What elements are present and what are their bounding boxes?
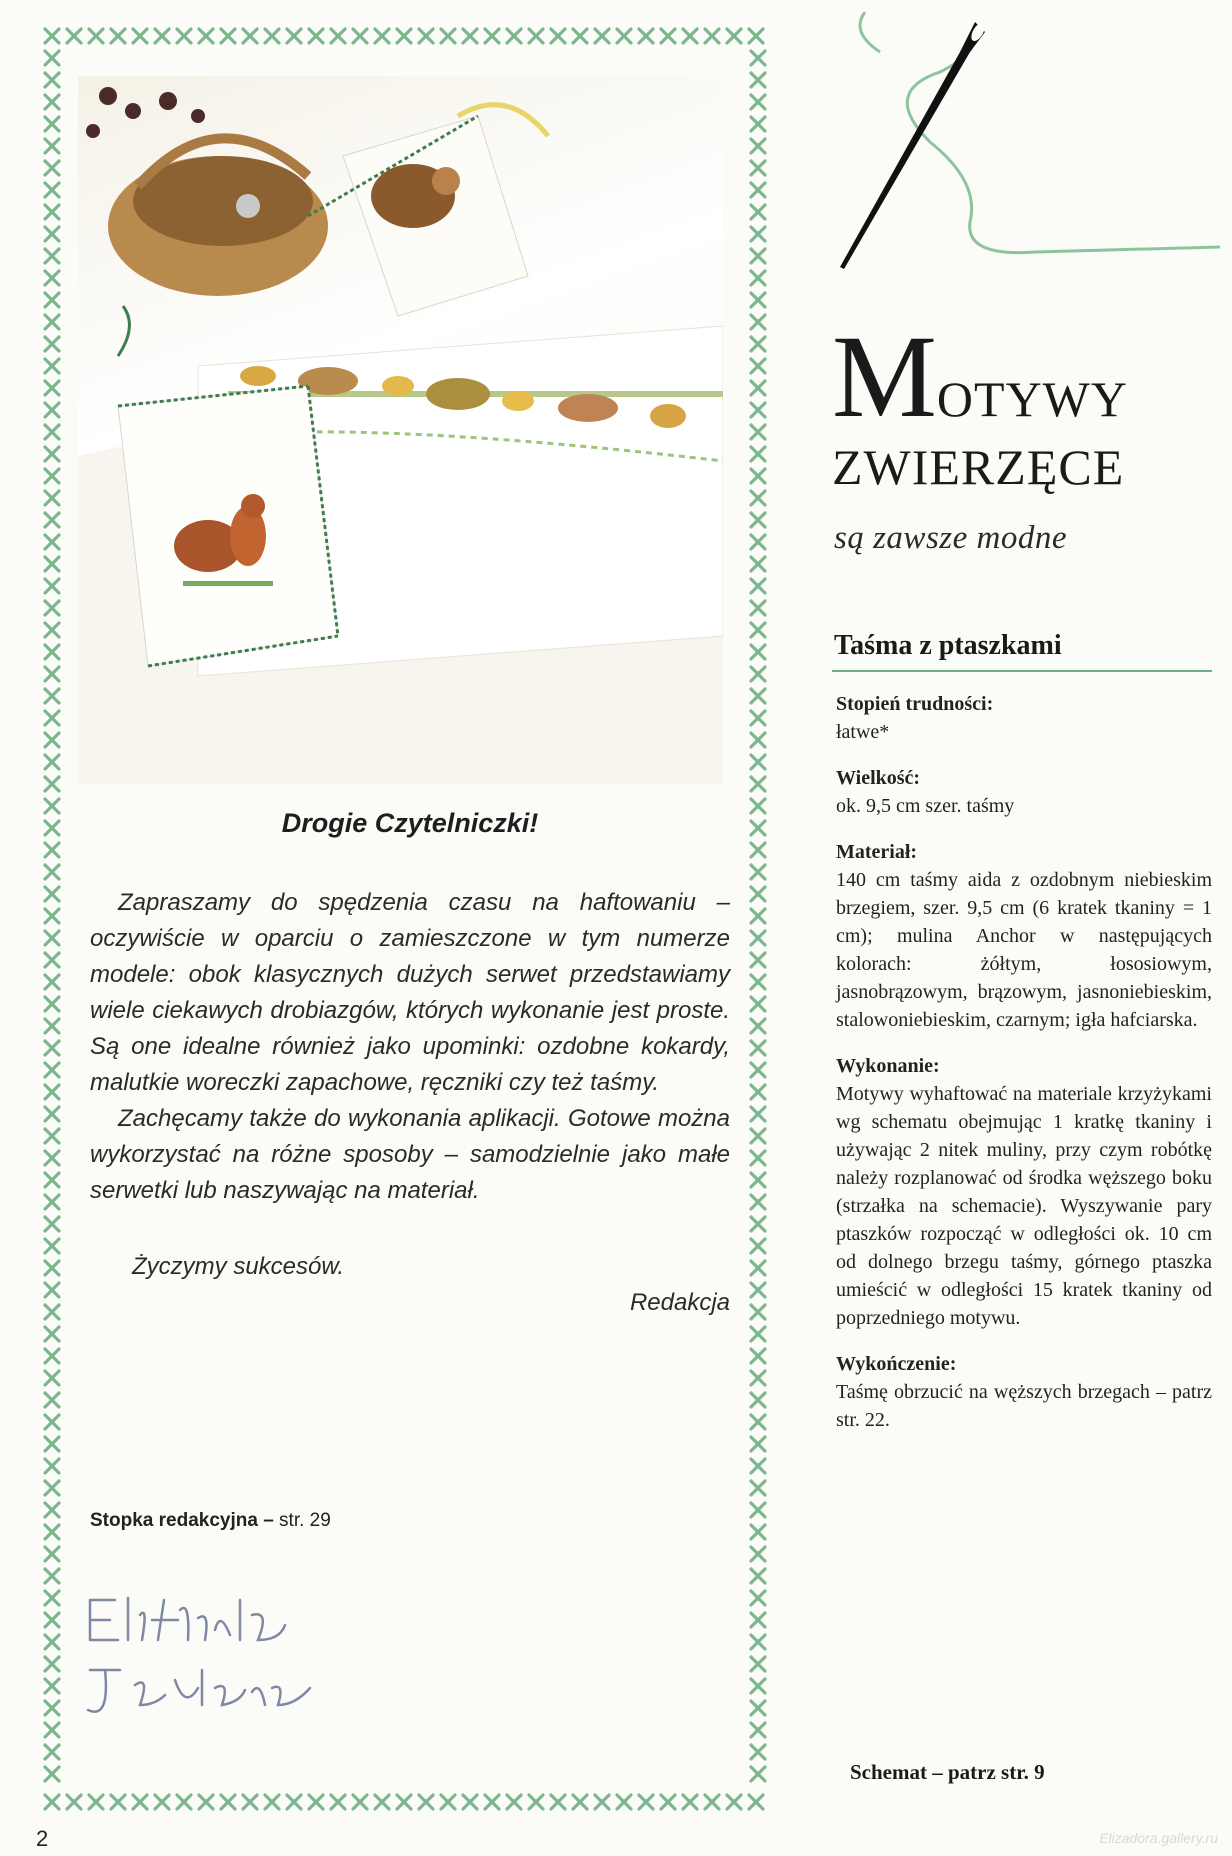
needle-thread-icon [820,12,1220,287]
page-number: 2 [36,1826,49,1851]
spec-heading-size: Wielkość: [836,767,921,789]
masthead-label: Stopka redakcyjna – [90,1510,274,1531]
letter-signature: Redakcja [629,1289,730,1316]
title-rest: OTYWY [936,371,1128,427]
watermark: Elizadora.gallery.ru [1099,1830,1218,1846]
berries [86,87,205,138]
spec-heading-finishing: Wykończenie: [836,1353,957,1375]
spec-heading-material: Materiał: [836,841,918,863]
letter-paragraph: Zapraszamy do spędzenia czasu na haftowaniu – oczywiście w oparciu o zamieszczone w tym numerze modele: obok klasycznych dużych serwet przedstawiamy wiele ciekawych drobiazgów, których wykonanie jest proste. Są one idealne również jako upominki: ozdobne kokardy, malutkie woreczki zapachowe, ręczniki czy też taśmy. [90,889,730,1096]
owl-sachet [308,105,548,316]
letter-greeting: Drogie Czytelniczki! [281,808,539,838]
spec-text-difficulty: łatwe* [836,721,890,743]
spec-text-material: 140 cm taśmy aida z ozdobnym niebieskim brzegiem, szer. 9,5 cm (6 kratek tkaniny = 1 cm); mulina Anchor w następujących kolorach: żółtym, łososiowym, jasnobrązowym, brązowym, jasnoniebieskim, stalowoniebieskim, czarnym; igła hafciarska. [836,869,1212,1031]
letter-body [90,885,730,1209]
wicker-basket [108,138,328,296]
spec-text-execution: Motywy wyhaftować na materiale krzyżykami wg schematu obejmując 1 kratkę tkaniny i używając 2 nitek muliny, przy czym robótkę należy rozplanować od środka węższego boku (strzałka na schemacie). Wyszywanie pary ptaszków rozpocząć w odległości ok. 10 cm od dolnego brzegu taśmy, górnego ptaszka umieścić w odległości 15 kratek tkaniny od poprzedniego motywu. [836,1083,1212,1329]
section-divider [832,670,1212,672]
spec-list [836,690,1212,1434]
spec-heading-execution: Wykonanie: [836,1055,940,1077]
editor-letter [90,808,730,1317]
masthead-page: str. 29 [273,1510,331,1531]
spec-text-size: ok. 9,5 cm szer. taśmy [836,795,1015,817]
masthead-reference [90,1510,331,1532]
handwritten-signature [80,1570,340,1745]
spec-text-finishing: Taśmę obrzucić na węższych brzegach – patrz str. 22. [836,1381,1212,1431]
photo-illustration [78,76,723,784]
spec-heading-difficulty: Stopień trudności: [836,693,994,715]
letter-wish: Życzymy sukcesów. [132,1253,345,1280]
title-line2: ZWIERZĘCE [832,439,1125,495]
article-title [832,311,1128,496]
chart-reference: Schemat – patrz str. 9 [850,1760,1045,1784]
title-initial: M [832,311,937,442]
article-subtitle: są zawsze modne [834,520,1068,556]
letter-paragraph: Zachęcamy także do wykonania aplikacji. Gotowe można wykorzystać na różne sposoby – samodzielnie jako małe serwetki lub naszywając na materiał. [90,1105,730,1204]
section-title: Taśma z ptaszkami [834,630,1062,661]
embroidery-photo [78,76,723,784]
